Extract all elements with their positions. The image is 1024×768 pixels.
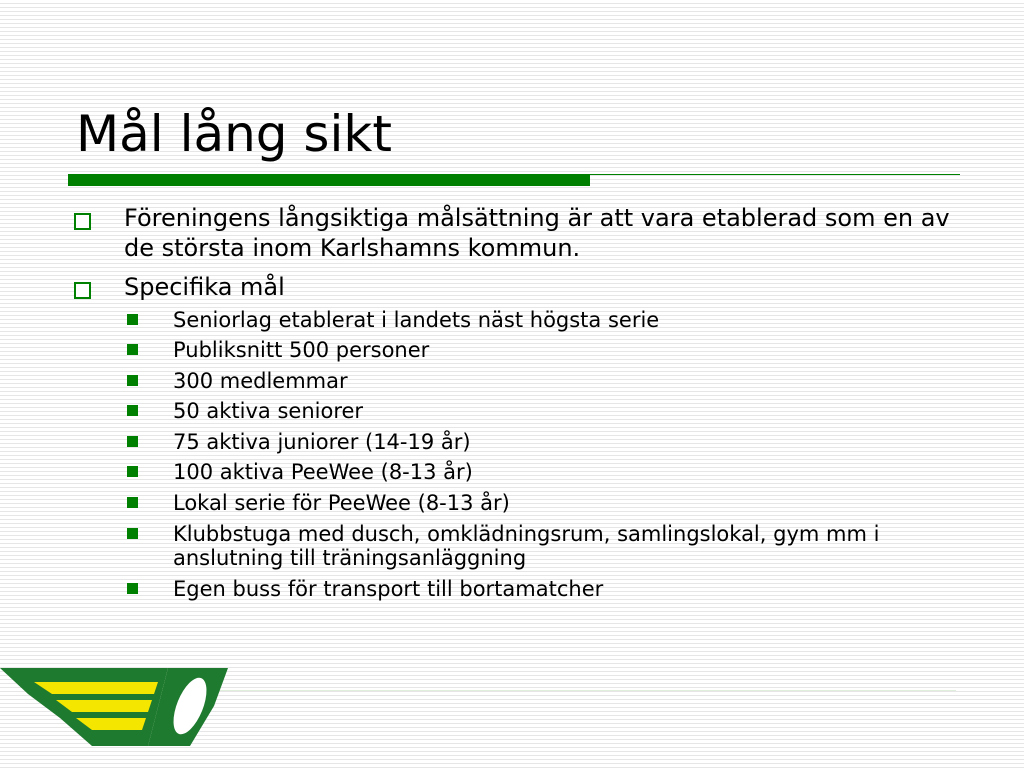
sub-bullet-text: 300 medlemmar bbox=[173, 369, 348, 393]
sub-bullet-item bbox=[173, 460, 953, 484]
hollow-square-icon bbox=[74, 282, 91, 299]
bullet-item bbox=[124, 203, 964, 263]
sub-bullet-item bbox=[173, 491, 953, 515]
sub-bullet-item bbox=[173, 577, 953, 601]
hollow-square-icon bbox=[74, 213, 91, 230]
bullet-item bbox=[124, 272, 964, 302]
sub-bullet-item bbox=[173, 338, 953, 362]
sub-bullet-text: Egen buss för transport till bortamatcher bbox=[173, 577, 604, 601]
filled-square-icon bbox=[127, 344, 138, 355]
filled-square-icon bbox=[127, 583, 138, 594]
sub-bullet-text: Klubbstuga med dusch, omklädningsrum, samlingslokal, gym mm i anslutning till träningsanläggning bbox=[173, 522, 880, 570]
filled-square-icon bbox=[127, 528, 138, 539]
sub-bullet-item bbox=[173, 308, 953, 332]
bullet-text: Specifika mål bbox=[124, 273, 285, 301]
sub-bullet-item bbox=[173, 369, 953, 393]
sub-bullet-item bbox=[173, 522, 953, 570]
sub-bullet-text: Lokal serie för PeeWee (8-13 år) bbox=[173, 491, 510, 515]
filled-square-icon bbox=[127, 314, 138, 325]
sub-bullet-text: 50 aktiva seniorer bbox=[173, 399, 364, 423]
sub-bullet-text: 75 aktiva juniorer (14-19 år) bbox=[173, 430, 471, 454]
filled-square-icon bbox=[127, 436, 138, 447]
filled-square-icon bbox=[127, 497, 138, 508]
bullet-text: Föreningens långsiktiga målsättning är att vara etablerad som en av de största inom Karlshamns kommun. bbox=[124, 204, 950, 262]
sub-bullet-text: 100 aktiva PeeWee (8-13 år) bbox=[173, 460, 473, 484]
sub-bullet-text: Publiksnitt 500 personer bbox=[173, 338, 430, 362]
sub-bullet-item bbox=[173, 430, 953, 454]
sub-bullet-text: Seniorlag etablerat i landets näst högsta serie bbox=[173, 308, 660, 332]
filled-square-icon bbox=[127, 405, 138, 416]
filled-square-icon bbox=[127, 375, 138, 386]
footer-divider bbox=[210, 690, 956, 691]
slide-title: Mål lång sikt bbox=[76, 105, 392, 163]
club-logo bbox=[0, 660, 230, 752]
sub-bullet-item bbox=[173, 399, 953, 423]
filled-square-icon bbox=[127, 466, 138, 477]
